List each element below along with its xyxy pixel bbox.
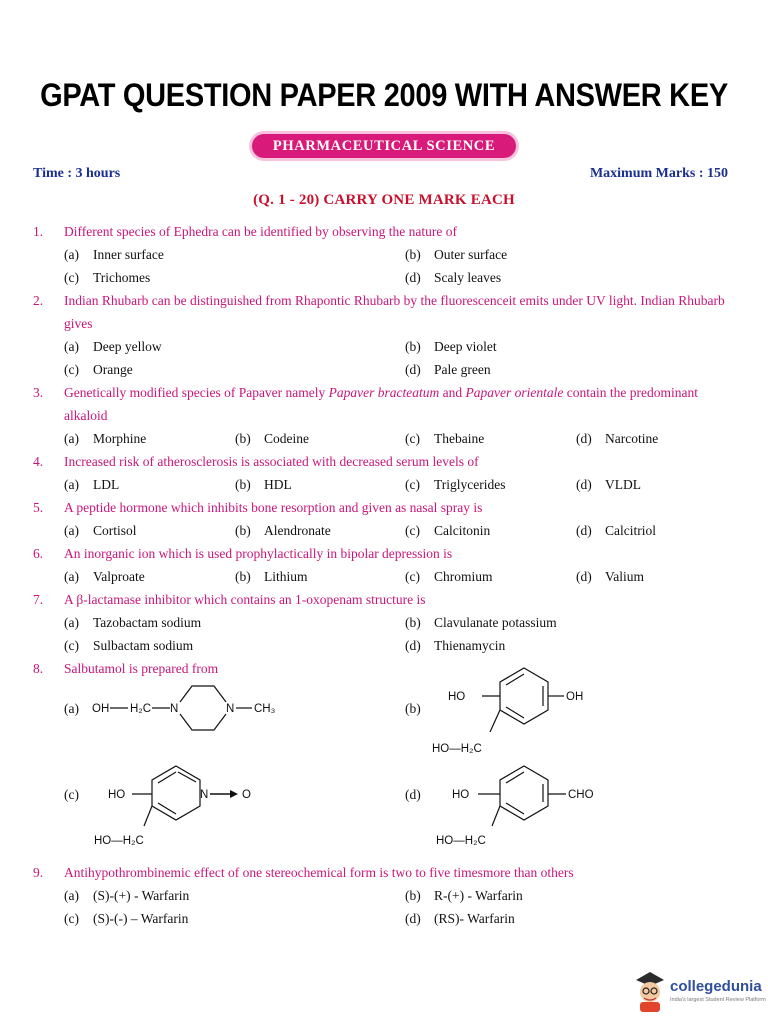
option-b: (b) Outer surface: [405, 247, 508, 262]
question-number: 1.: [33, 224, 44, 239]
svg-text:HO: HO: [448, 691, 466, 703]
option-a: (a) Valproate: [64, 569, 145, 584]
option-d: (d) VLDL: [576, 477, 641, 492]
marks-label: Maximum Marks : 150: [589, 166, 728, 181]
svg-text:HO: HO: [108, 789, 126, 801]
option-a: (a) Cortisol: [64, 523, 137, 538]
svg-text:N: N: [226, 703, 235, 715]
option-d: (d) (RS)- Warfarin: [405, 911, 515, 926]
question-number: 5.: [33, 500, 44, 515]
question-text: Indian Rhubarb can be distinguished from Rhapontic Rhubarb by the fluorescenceit emits under UV light. Indian Rhubarb gives: [64, 293, 725, 331]
mascot-icon: [632, 968, 668, 1014]
svg-text:CHO: CHO: [568, 789, 594, 801]
option-c: (c) Orange: [64, 362, 133, 377]
svg-text:HO—H₂C: HO—H₂C: [436, 835, 486, 847]
question-text: A β-lactamase inhibitor which contains an 1-oxopenam structure is: [64, 592, 426, 607]
question-text: An inorganic ion which is used prophylactically in bipolar depression is: [64, 546, 453, 561]
option-b: (b) Deep violet: [405, 339, 497, 354]
option-b: (b) Alendronate: [235, 523, 331, 538]
svg-text:O: O: [242, 789, 251, 801]
question-number: 6.: [33, 546, 44, 561]
option-b: (b) Lithium: [235, 569, 308, 584]
option-d: (d) Narcotine: [576, 431, 659, 446]
option-d: (d) Calcitriol: [576, 523, 656, 538]
option-a: (a): [64, 701, 79, 716]
dihydroxy-structure: [432, 662, 600, 764]
option-d: (d) Pale green: [405, 362, 491, 377]
question-number: 8.: [33, 661, 44, 676]
option-b: (b) Clavulanate potassium: [405, 615, 557, 630]
option-c: (c) Triglycerides: [405, 477, 506, 492]
svg-text:OH: OH: [566, 691, 584, 703]
question-text: Salbutamol is prepared from: [64, 661, 219, 676]
time-label: Time : 3 hours: [33, 166, 121, 181]
option-a: (a) Deep yellow: [64, 339, 162, 354]
hydroxybenzaldehyde-structure: [436, 760, 610, 852]
question-text: Different species of Ephedra can be identified by observing the nature of: [64, 224, 457, 239]
option-c: (c) Chromium: [405, 569, 493, 584]
question-text: Genetically modified species of Papaver namely Papaver bracteatum and Papaver orientale contain the predominant alkaloid: [64, 385, 698, 423]
question-text: A peptide hormone which inhibits bone resorption and given as nasal spray is: [64, 500, 483, 515]
option-c: (c) (S)-(-) – Warfarin: [64, 911, 189, 926]
question-text: Increased risk of atherosclerosis is associated with decreased serum levels of: [64, 454, 479, 469]
svg-text:HO: HO: [452, 789, 470, 801]
option-c: (c) Sulbactam sodium: [64, 638, 194, 653]
option-c: (c) Thebaine: [405, 431, 485, 446]
option-d: (d) Thienamycin: [405, 638, 506, 653]
logo-wordmark: collegedunia: [670, 978, 762, 995]
svg-text:OH: OH: [92, 703, 110, 715]
option-c: (c) Calcitonin: [405, 523, 491, 538]
subject-banner: PHARMACEUTICAL SCIENCE: [252, 134, 516, 158]
svg-text:H₂C: H₂C: [130, 703, 152, 715]
option-d: (d) Valium: [576, 569, 644, 584]
option-b: (b) HDL: [235, 477, 292, 492]
question-number: 3.: [33, 385, 44, 400]
svg-text:N: N: [170, 703, 179, 715]
option-b: (b) Codeine: [235, 431, 309, 446]
pyridine-n-oxide-structure: [96, 760, 276, 852]
page-title: GPAT QUESTION PAPER 2009 WITH ANSWER KEY: [40, 78, 728, 114]
question-number: 4.: [33, 454, 44, 469]
svg-text:CH₃: CH₃: [254, 703, 276, 715]
svg-text:HO—H₂C: HO—H₂C: [94, 835, 144, 847]
option-c: (c): [64, 787, 79, 802]
option-b: (b): [405, 701, 421, 716]
question-number: 9.: [33, 865, 44, 880]
question-number: 7.: [33, 592, 44, 607]
option-a: (a) Inner surface: [64, 247, 164, 262]
piperazine-structure: [90, 676, 290, 740]
collegedunia-logo[interactable]: [632, 968, 766, 1016]
option-a: (a) Morphine: [64, 431, 147, 446]
option-a: (a) (S)-(+) - Warfarin: [64, 888, 190, 903]
option-a: (a) LDL: [64, 477, 120, 492]
question-number: 2.: [33, 293, 44, 308]
option-a: (a) Tazobactam sodium: [64, 615, 202, 630]
option-d: (d) Scaly leaves: [405, 270, 502, 285]
svg-text:HO—H₂C: HO—H₂C: [432, 743, 482, 755]
logo-tagline: India's largest Student Review Platform: [670, 997, 766, 1003]
svg-text:N: N: [200, 789, 209, 801]
question-text: Antihypothrombinemic effect of one stereochemical form is two to five timesmore than others: [64, 865, 574, 880]
option-d: (d): [405, 787, 421, 802]
section-heading: (Q. 1 - 20) CARRY ONE MARK EACH: [253, 192, 515, 208]
option-b: (b) R-(+) - Warfarin: [405, 888, 523, 903]
option-c: (c) Trichomes: [64, 270, 151, 285]
